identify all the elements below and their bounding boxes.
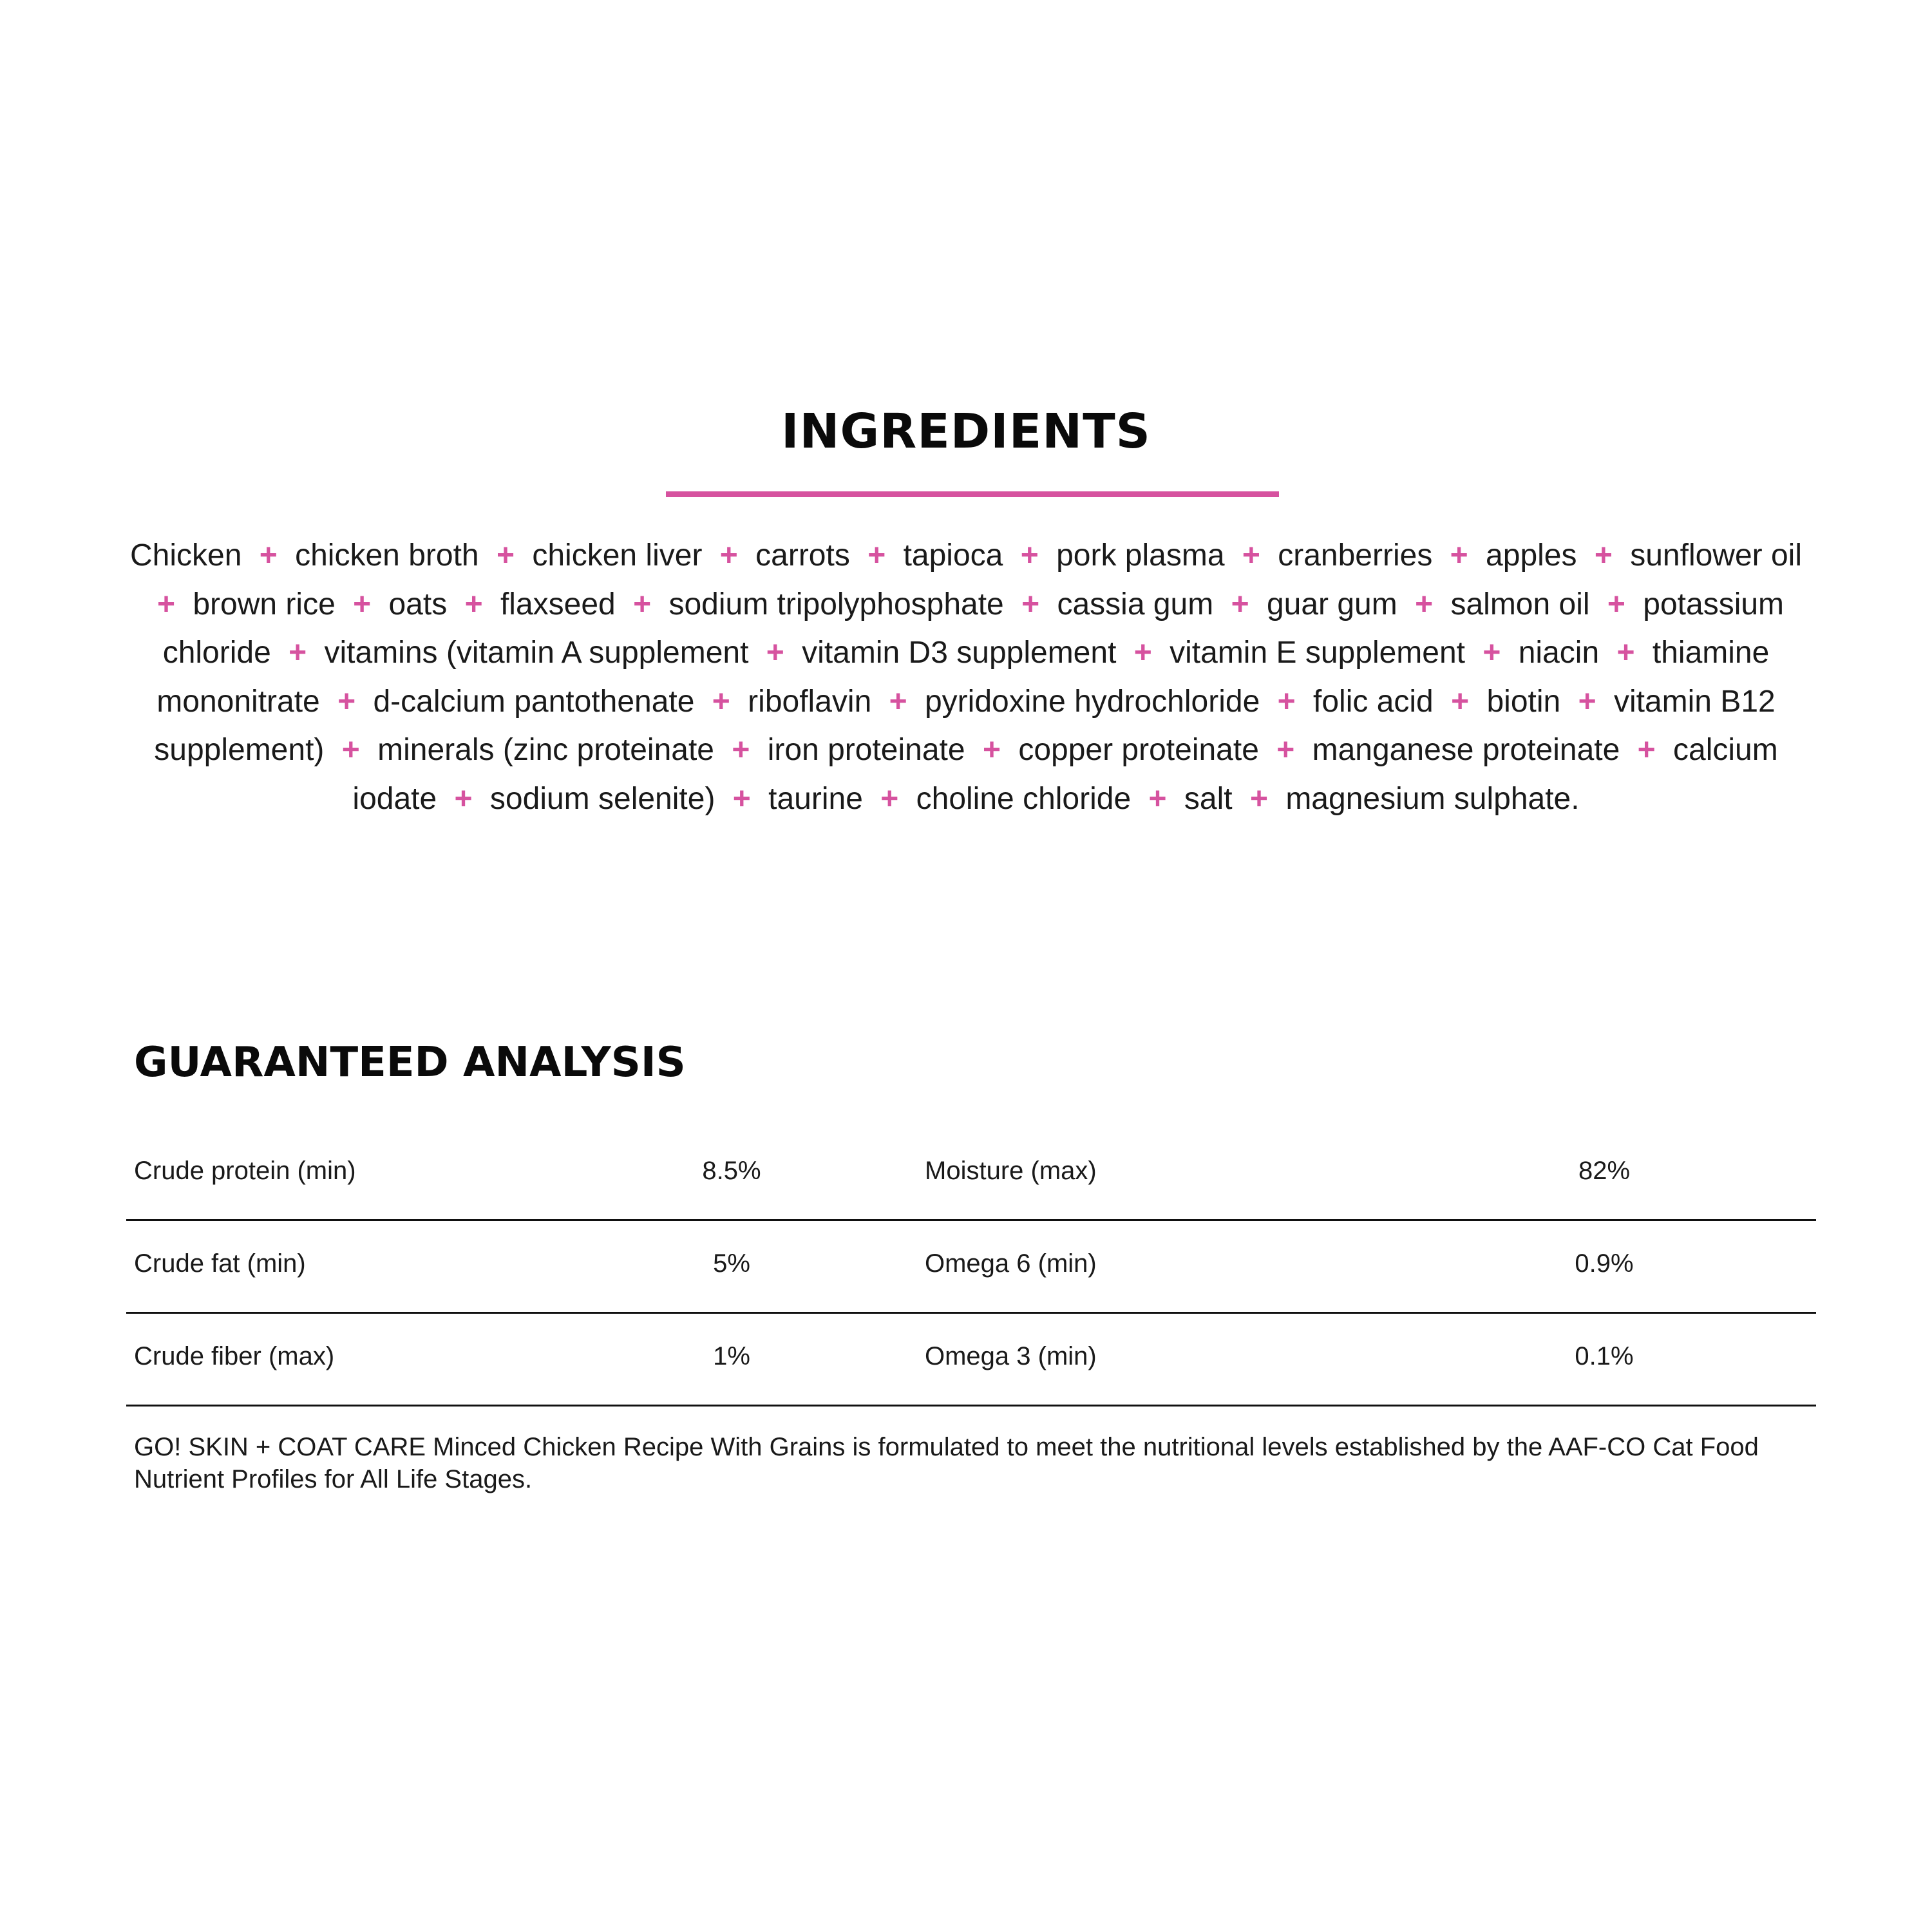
ingredient-item: vitamins (vitamin A supplement	[324, 636, 749, 670]
ingredient-item: flaxseed	[500, 587, 616, 621]
ingredient-item: guar gum	[1266, 587, 1397, 621]
ingredient-item: pyridoxine hydrochloride	[924, 684, 1260, 719]
nutrient-label: Moisture (max)	[925, 1157, 1097, 1185]
ingredient-item: d-calcium pantothenate	[373, 684, 695, 719]
ingredient-item: biotin	[1486, 684, 1561, 719]
ingredient-separator: +	[1451, 684, 1470, 719]
ingredient-item: chicken liver	[532, 538, 703, 573]
ingredient-separator: +	[1021, 587, 1040, 621]
ingredient-separator: +	[889, 684, 907, 719]
nutrient-label: Crude fiber (max)	[134, 1342, 335, 1370]
ingredient-separator: +	[1450, 538, 1468, 573]
nutrient-value: 0.1%	[1575, 1342, 1634, 1370]
table-row	[126, 1128, 1816, 1221]
ingredient-item: pork plasma	[1056, 538, 1225, 573]
ingredient-separator: +	[1415, 587, 1434, 621]
ingredient-item: salt	[1184, 781, 1233, 816]
ingredient-separator: +	[1242, 538, 1260, 573]
ingredients-title-underline	[666, 491, 1279, 497]
ingredient-separator: +	[341, 733, 360, 767]
ingredient-item: brown rice	[193, 587, 336, 621]
ingredient-separator: +	[867, 538, 886, 573]
guaranteed-analysis-title: GUARANTEED ANALYSIS	[134, 1039, 686, 1086]
ingredient-separator: +	[766, 636, 784, 670]
table-row	[126, 1221, 1816, 1314]
ingredient-item: vitamin B12 supplement)	[154, 684, 1776, 767]
ingredient-item: Chicken	[129, 538, 242, 573]
table-row	[126, 1314, 1816, 1406]
ingredient-separator: +	[719, 538, 738, 573]
ingredient-item: choline chloride	[916, 781, 1132, 816]
nutrient-label: Omega 6 (min)	[925, 1249, 1097, 1278]
ingredient-separator: +	[454, 781, 473, 816]
guaranteed-analysis-table	[126, 1128, 1816, 1406]
ingredient-item: niacin	[1518, 636, 1600, 670]
ingredient-separator: +	[1607, 587, 1625, 621]
ingredient-item: potassium chloride	[162, 587, 1785, 670]
ingredient-separator: +	[1020, 538, 1039, 573]
ingredient-item: carrots	[755, 538, 850, 573]
ingredient-item: salmon oil	[1450, 587, 1590, 621]
ingredient-separator: +	[1276, 733, 1295, 767]
ingredient-item: copper proteinate	[1018, 733, 1259, 767]
ingredient-item: tapioca	[903, 538, 1003, 573]
ingredient-separator: +	[464, 587, 483, 621]
ingredient-item: folic acid	[1313, 684, 1434, 719]
ingredient-item: calcium iodate	[352, 733, 1778, 816]
ingredient-separator: +	[1133, 636, 1152, 670]
ingredient-item: vitamin D3 supplement	[802, 636, 1117, 670]
ingredient-item: cassia gum	[1057, 587, 1214, 621]
ingredient-separator: +	[1277, 684, 1296, 719]
ingredient-separator: +	[712, 684, 730, 719]
ingredient-item: chicken broth	[295, 538, 479, 573]
ingredient-separator: +	[982, 733, 1001, 767]
ingredient-separator: +	[337, 684, 356, 719]
ingredient-item: sunflower oil	[1630, 538, 1803, 573]
ingredient-separator: +	[1482, 636, 1501, 670]
ingredient-item: vitamin E supplement	[1170, 636, 1466, 670]
ingredient-item: apples	[1486, 538, 1577, 573]
ingredient-item: sodium selenite)	[489, 781, 715, 816]
ingredient-separator: +	[156, 587, 175, 621]
ingredient-item: manganese proteinate	[1312, 733, 1620, 767]
nutrient-label: Crude protein (min)	[134, 1157, 356, 1185]
ingredient-separator: +	[1616, 636, 1635, 670]
nutrient-value: 82%	[1578, 1157, 1631, 1185]
ingredient-item: sodium tripolyphosphate	[668, 587, 1004, 621]
nutrient-label: Omega 3 (min)	[925, 1342, 1097, 1370]
ingredient-separator: +	[1637, 733, 1656, 767]
ingredient-item: iron proteinate	[767, 733, 965, 767]
ingredients-list	[116, 531, 1816, 823]
ingredient-separator: +	[259, 538, 278, 573]
nutrient-value: 5%	[713, 1249, 750, 1278]
ingredient-separator: +	[289, 636, 307, 670]
ingredient-separator: +	[1594, 538, 1613, 573]
nutrient-value: 1%	[713, 1342, 750, 1370]
ingredient-separator: +	[353, 587, 372, 621]
nutrient-value: 0.9%	[1575, 1249, 1634, 1278]
ingredient-item: cranberries	[1278, 538, 1433, 573]
ingredient-separator: +	[880, 781, 899, 816]
ingredients-title: INGREDIENTS	[781, 404, 1151, 459]
ingredient-separator: +	[633, 587, 652, 621]
ingredient-separator: +	[496, 538, 515, 573]
nutrient-label: Crude fat (min)	[134, 1249, 306, 1278]
ingredient-item: riboflavin	[748, 684, 872, 719]
ingredient-separator: +	[732, 733, 750, 767]
ingredient-separator: +	[1231, 587, 1249, 621]
nutrient-value: 8.5%	[702, 1157, 761, 1185]
ingredient-separator: +	[1148, 781, 1167, 816]
ingredient-separator: +	[1578, 684, 1596, 719]
ingredient-separator: +	[1249, 781, 1268, 816]
ingredient-item: minerals (zinc proteinate	[377, 733, 714, 767]
aafco-statement: GO! SKIN + COAT CARE Minced Chicken Recipe With Grains is formulated to meet the nutritional levels established by the AAF-CO Cat Food Nutrient Profiles for All Life Stages.	[134, 1433, 1759, 1493]
ingredient-separator: +	[732, 781, 751, 816]
ingredient-item: magnesium sulphate.	[1285, 781, 1580, 816]
ingredient-item: thiamine mononitrate	[156, 636, 1770, 719]
ingredient-item: oats	[388, 587, 448, 621]
ingredient-item: taurine	[768, 781, 863, 816]
